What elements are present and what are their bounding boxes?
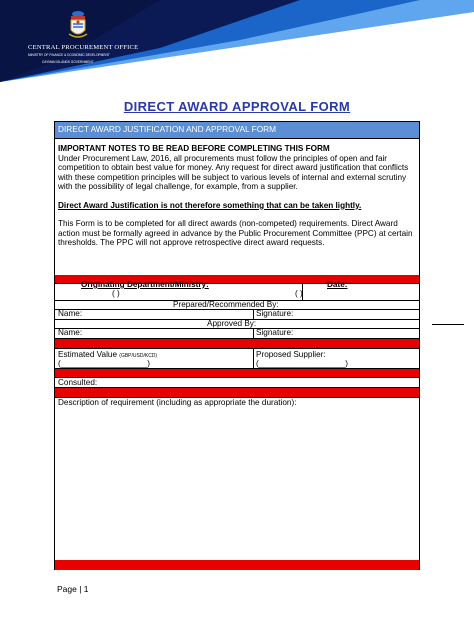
page-number: Page | 1 (57, 584, 89, 594)
date-label: Date: (327, 280, 348, 289)
proposed-supplier-field[interactable]: (___________________) (256, 359, 348, 368)
notes-paragraph-2: This Form is to be completed for all direct awards (non-competed) requirements. Direct Award action must be formally agreed in advance by the Public Procurement Committee (PPC) at certain thresholds. The PPC will not approve retrospective direct award requests. (58, 219, 413, 247)
divider (55, 377, 419, 378)
divider (55, 348, 419, 349)
prepared-by-label: Prepared/Recommended By: (173, 300, 279, 309)
divider (55, 309, 419, 310)
divider (253, 328, 254, 338)
cpo-logo (28, 10, 148, 80)
proposed-supplier-label: Proposed Supplier: (256, 350, 326, 359)
form-band-title (55, 122, 419, 138)
notes-emphasis: Direct Award Justification is not therefore something that can be taken lightly. (58, 200, 362, 210)
approved-name-field[interactable]: Name: (58, 328, 83, 337)
divider (55, 328, 419, 329)
description-field[interactable]: Description of requirement (including as appropriate the duration): (58, 398, 297, 407)
band-title-text: DIRECT AWARD JUSTIFICATION AND APPROVAL FORM (58, 124, 277, 134)
date-field[interactable]: ( ) (295, 289, 303, 298)
org-name: CENTRAL PROCUREMENT OFFICE (28, 44, 139, 51)
originating-department-label: Originating Department/Ministry: (81, 280, 209, 289)
notes-heading: IMPORTANT NOTES TO BE READ BEFORE COMPLETING THIS FORM (58, 144, 330, 153)
approval-form-table (54, 121, 420, 570)
approved-by-label: Approved By: (207, 319, 257, 328)
prepared-signature-field[interactable]: Signature: (256, 309, 294, 318)
divider (55, 138, 419, 139)
cayman-crest-icon (66, 10, 90, 42)
red-separator (55, 560, 419, 570)
page-title: DIRECT AWARD APPROVAL FORM (123, 99, 351, 114)
consulted-field[interactable]: Consulted: (58, 378, 98, 387)
estimated-value-text: Estimated Value (58, 350, 118, 359)
important-notes (58, 144, 418, 248)
red-separator (55, 339, 419, 348)
margin-line (432, 324, 464, 325)
originating-department-field[interactable]: ( ) (112, 289, 120, 298)
estimated-value-units: (GBP/USD/KCD) (119, 353, 158, 359)
divider (253, 348, 254, 368)
ministry-line: MINISTRY OF FINANCE & ECONOMIC DEVELOPMENT (28, 53, 110, 57)
government-line: CAYMAN ISLANDS GOVERNMENT (42, 60, 94, 64)
red-separator (55, 388, 419, 397)
divider (253, 309, 254, 319)
red-separator (55, 369, 419, 377)
notes-paragraph-1: Under Procurement Law, 2016, all procurements must follow the principles of open and fair competition to obtain best value for money. Any request for direct award justification that conflicts with these competition principles will be subject to various levels of internal and external scrutiny with the possibility of legal challenge, for example, from a supplier. (58, 153, 409, 191)
prepared-name-field[interactable]: Name: (58, 309, 83, 318)
estimated-value-field[interactable]: (___________________) (58, 359, 150, 368)
approved-signature-field[interactable]: Signature: (256, 328, 294, 337)
